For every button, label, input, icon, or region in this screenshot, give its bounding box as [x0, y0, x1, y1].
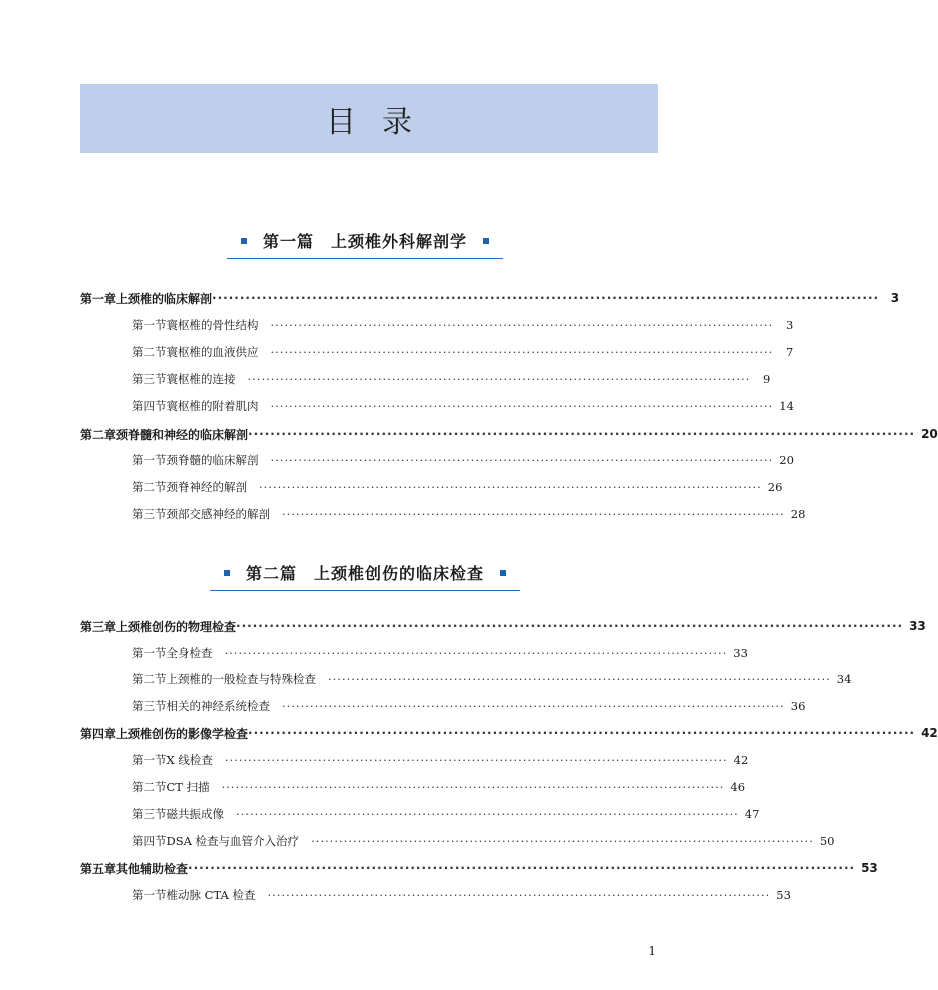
- section-number: 第一节: [132, 646, 167, 660]
- page-number: 33: [733, 646, 748, 660]
- page-number: 33: [909, 619, 926, 633]
- leader-dots: ························································································································: [248, 726, 916, 740]
- section-title: 寰枢椎的血液供应: [166, 345, 259, 359]
- section-title: 寰枢椎的骨性结构: [166, 318, 259, 332]
- leader-dots: ························································································································: [236, 619, 904, 633]
- toc-title: 目录: [326, 104, 438, 140]
- toc-section-row[interactable]: [132, 804, 760, 824]
- page-number: 46: [730, 780, 746, 794]
- leader-dots: ············································································································: [236, 807, 739, 821]
- leader-dots: ············································································································: [224, 753, 728, 767]
- section-number: 第一节: [132, 888, 167, 902]
- section-number: 第一节: [132, 318, 167, 332]
- section-number: 第二节: [132, 780, 167, 794]
- bullet-square-icon: [224, 570, 230, 576]
- section-title: 磁共振成像: [166, 807, 224, 821]
- chapter-title: 上颈椎创伤的物理检查: [116, 619, 237, 634]
- section-title: 上颈椎的一般检查与特殊检查: [166, 672, 316, 686]
- toc-section-row[interactable]: [132, 396, 794, 416]
- chapter-number: 第一章: [80, 291, 117, 306]
- part-title: 第二篇 上颈椎创伤的临床检查: [245, 564, 484, 583]
- leader-dots: ············································································································: [247, 372, 751, 386]
- section-number: 第二节: [132, 345, 167, 359]
- section-number: 第一节: [132, 453, 167, 467]
- leader-dots: ························································································································: [212, 291, 880, 305]
- toc-section-row[interactable]: [132, 831, 835, 851]
- section-number: 第三节: [132, 699, 167, 713]
- section-number: 第三节: [132, 372, 167, 386]
- section-number: 第三节: [132, 507, 167, 521]
- section-number: 第一节: [132, 753, 167, 767]
- chapter-number: 第五章: [80, 861, 117, 876]
- section-number: 第二节: [132, 672, 167, 686]
- page-number: 53: [861, 861, 878, 875]
- page-number: 42: [921, 726, 938, 740]
- leader-dots: ············································································································: [270, 318, 774, 332]
- chapter-number: 第三章: [80, 619, 117, 634]
- toc-section-row[interactable]: [132, 885, 791, 905]
- leader-dots: ············································································································: [270, 453, 774, 467]
- leader-dots: ············································································································: [311, 834, 814, 848]
- section-number: 第二节: [132, 480, 167, 494]
- toc-chapter-row[interactable]: [80, 424, 938, 444]
- part-heading: [0, 229, 730, 259]
- bullet-square-icon: [500, 570, 506, 576]
- page-number: 28: [790, 507, 806, 521]
- leader-dots: ············································································································: [282, 699, 785, 713]
- toc-chapter-row[interactable]: [80, 723, 938, 743]
- section-title: DSA 检查与血管介入治疗: [166, 834, 300, 848]
- page-number: 42: [733, 753, 749, 767]
- leader-dots: ············································································································: [270, 345, 774, 359]
- toc-chapter-row[interactable]: [80, 616, 926, 636]
- part-heading-underline: [227, 229, 503, 259]
- part-title: 第一篇 上颈椎外科解剖学: [262, 232, 467, 251]
- page-number: 50: [819, 834, 835, 848]
- toc-section-row[interactable]: [132, 450, 794, 470]
- leader-dots: ············································································································: [267, 888, 771, 902]
- section-title: 颈脊神经的解剖: [166, 480, 247, 494]
- toc-section-row[interactable]: [132, 750, 749, 770]
- page-number: 26: [767, 480, 783, 494]
- chapter-title: 上颈椎的临床解剖: [116, 291, 213, 306]
- part-heading: [0, 561, 730, 591]
- leader-dots: ············································································································: [270, 399, 774, 413]
- section-number: 第四节: [132, 399, 167, 413]
- toc-section-row[interactable]: [132, 315, 794, 335]
- leader-dots: ············································································································: [282, 507, 785, 521]
- toc-section-row[interactable]: [132, 696, 806, 716]
- chapter-title: 颈脊髓和神经的临床解剖: [116, 427, 249, 442]
- leader-dots: ············································································································: [259, 480, 762, 494]
- page-number: 7: [785, 345, 794, 359]
- chapter-number: 第四章: [80, 726, 117, 741]
- section-number: 第三节: [132, 807, 167, 821]
- section-title: 颈脊髓的临床解剖: [166, 453, 259, 467]
- page-number: 20: [921, 427, 938, 441]
- page-number: 36: [790, 699, 806, 713]
- toc-section-row[interactable]: [132, 342, 794, 362]
- page-number: 9: [762, 372, 771, 386]
- toc-section-row[interactable]: [132, 504, 806, 524]
- section-title: 相关的神经系统检查: [166, 699, 270, 713]
- toc-section-row[interactable]: [132, 369, 771, 389]
- leader-dots: ············································································································: [328, 672, 831, 686]
- section-title: 寰枢椎的连接: [166, 372, 236, 386]
- section-title: 颈部交感神经的解剖: [166, 507, 270, 521]
- bullet-square-icon: [483, 238, 489, 244]
- toc-chapter-row[interactable]: [80, 288, 900, 308]
- page-number: 3: [785, 318, 794, 332]
- part-heading-underline: [210, 561, 520, 591]
- toc-section-row[interactable]: [132, 643, 748, 663]
- page-number: 34: [836, 672, 852, 686]
- toc-chapter-row[interactable]: [80, 858, 878, 878]
- page-number: 47: [744, 807, 760, 821]
- leader-dots: ············································································································: [221, 780, 725, 794]
- chapter-title: 其他辅助检查: [116, 861, 189, 876]
- toc-section-row[interactable]: [132, 777, 746, 797]
- page-number: 14: [779, 399, 794, 413]
- section-title: X 线检查: [166, 753, 213, 767]
- section-title: 寰枢椎的附着肌肉: [166, 399, 259, 413]
- chapter-title: 上颈椎创伤的影像学检查: [116, 726, 249, 741]
- page-number: 3: [890, 291, 900, 305]
- leader-dots: ························································································································: [188, 861, 856, 875]
- leader-dots: ························································································································: [248, 427, 916, 441]
- section-title: 全身检查: [166, 646, 213, 660]
- bullet-square-icon: [241, 238, 247, 244]
- toc-banner: [80, 84, 658, 153]
- section-number: 第四节: [132, 834, 167, 848]
- page-number: 20: [779, 453, 794, 467]
- section-title: CT 扫描: [166, 780, 210, 794]
- footer-page-number: 1: [648, 944, 656, 958]
- toc-section-row[interactable]: [132, 477, 783, 497]
- section-title: 椎动脉 CTA 检查: [166, 888, 256, 902]
- toc-section-row[interactable]: [132, 669, 852, 689]
- chapter-number: 第二章: [80, 427, 117, 442]
- page-number: 53: [776, 888, 791, 902]
- leader-dots: ············································································································: [224, 646, 728, 660]
